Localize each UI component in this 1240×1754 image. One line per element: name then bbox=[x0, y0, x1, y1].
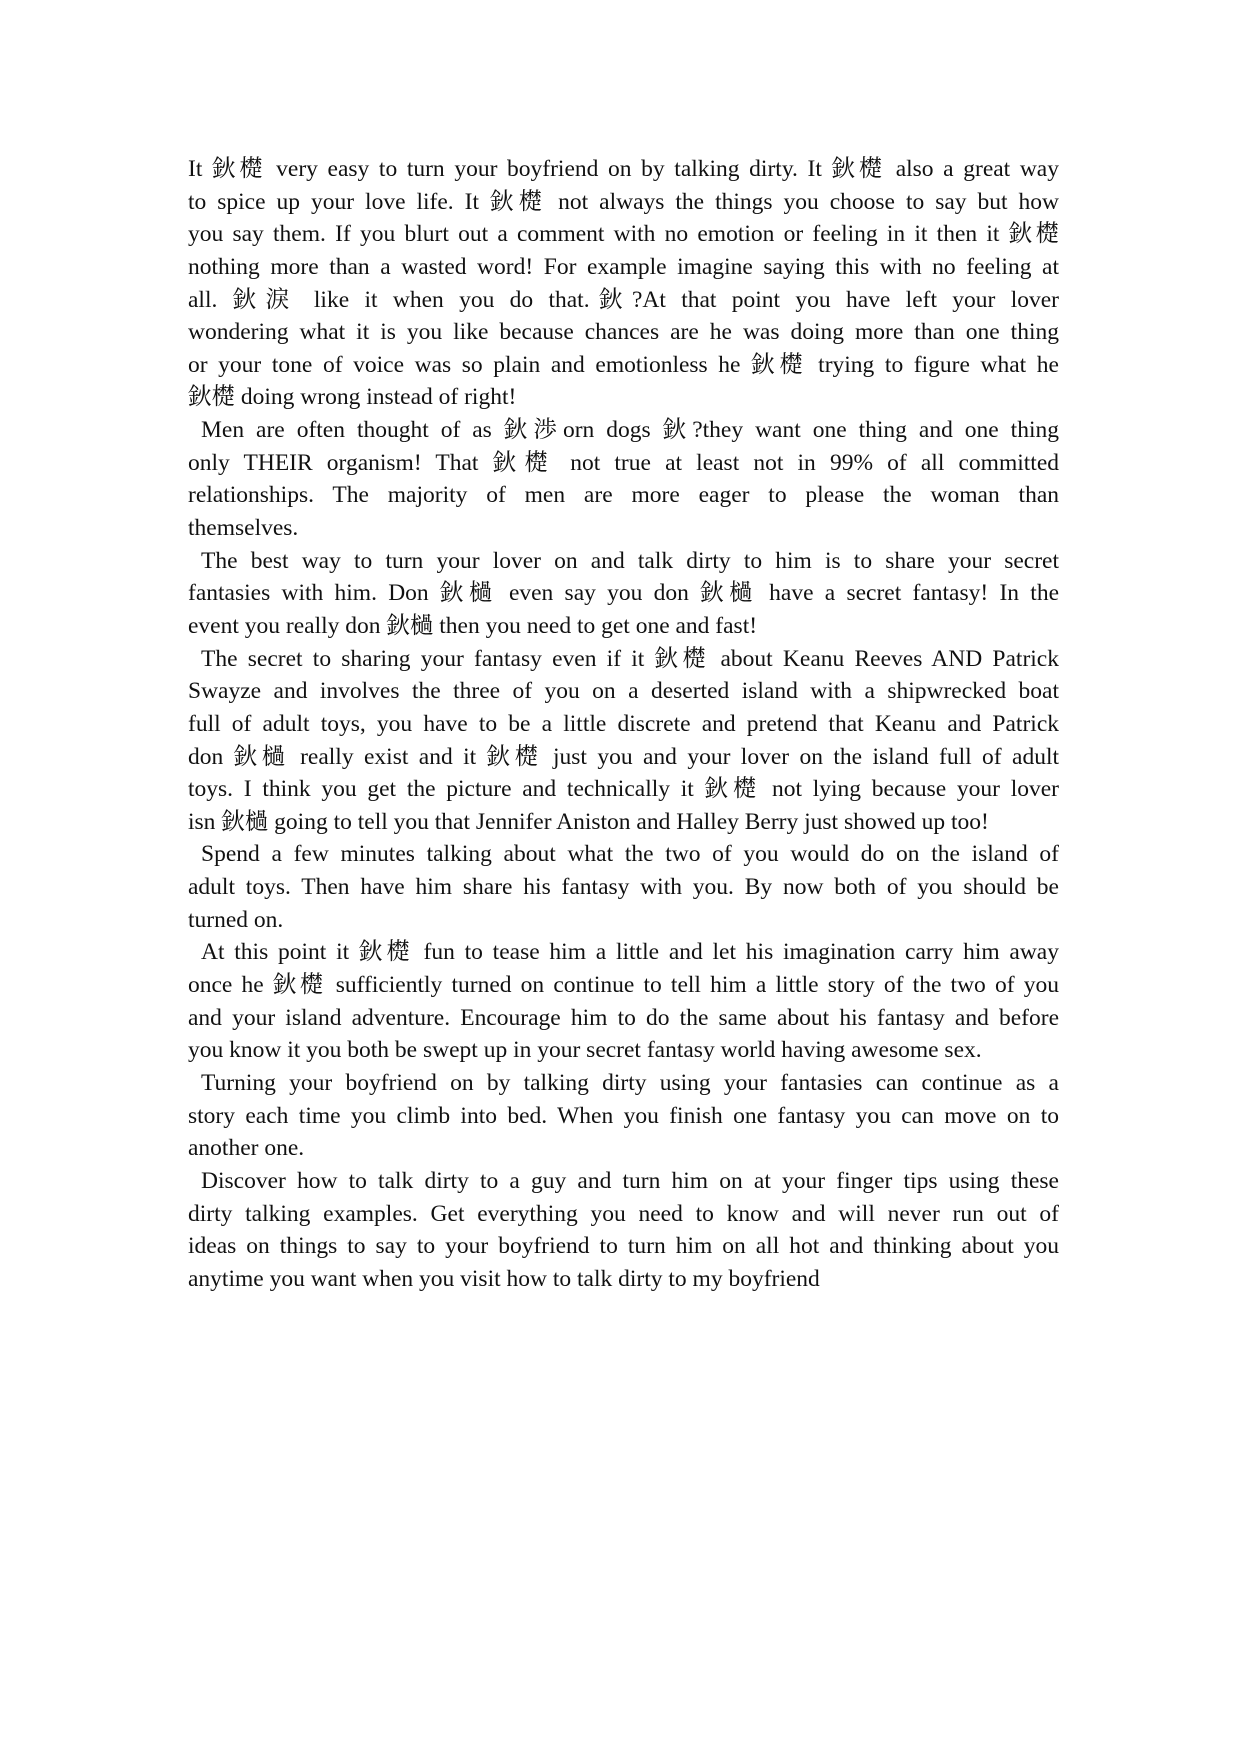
text-line: you say them. If you blurt out a comment with no emotion or feeling in it then it 鈥檚 bbox=[188, 221, 1059, 248]
text-line: toys. I think you get the picture and technically it 鈥檚 not lying because your lover bbox=[188, 776, 1059, 803]
text-line: Spend a few minutes talking about what the two of you would do on the island of bbox=[201, 841, 1059, 868]
text-line: nothing more than a wasted word! For example imagine saying this with no feeling at bbox=[188, 253, 1059, 280]
text-line: once he 鈥檚 sufficiently turned on continue to tell him a little story of the two of you bbox=[188, 972, 1059, 999]
text-line: dirty talking examples. Get everything you need to know and will never run out of bbox=[188, 1200, 1059, 1227]
text-line: full of adult toys, you have to be a little discrete and pretend that Keanu and Patrick bbox=[188, 710, 1059, 737]
text-line: anytime you want when you visit how to talk dirty to my boyfriend bbox=[188, 1265, 820, 1292]
text-line: wondering what it is you like because chances are he was doing more than one thing bbox=[188, 319, 1059, 346]
text-line: or your tone of voice was so plain and emotionless he 鈥檚 trying to figure what he bbox=[188, 351, 1059, 378]
paragraph bbox=[188, 1067, 1059, 1165]
text-line: The best way to turn your lover on and talk dirty to him is to share your secret bbox=[201, 547, 1059, 574]
text-line: 鈥檚 doing wrong instead of right! bbox=[188, 384, 517, 411]
text-line: themselves. bbox=[188, 515, 299, 542]
text-line: you know it you both be swept up in your secret fantasy world having awesome sex. bbox=[188, 1037, 982, 1064]
text-line: Swayze and involves the three of you on a deserted island with a shipwrecked boat bbox=[188, 678, 1059, 705]
text-line: and your island adventure. Encourage him to do the same about his fantasy and before bbox=[188, 1004, 1059, 1031]
text-line: Discover how to talk dirty to a guy and turn him on at your finger tips using these bbox=[201, 1167, 1059, 1194]
paragraph bbox=[188, 414, 1059, 545]
document-body bbox=[188, 153, 1059, 1295]
text-line: turned on. bbox=[188, 906, 284, 933]
paragraph bbox=[188, 838, 1059, 936]
text-line: only THEIR organism! That 鈥檚 not true at least not in 99% of all committed bbox=[188, 449, 1059, 476]
text-line: It 鈥檚 very easy to turn your boyfriend on by talking dirty. It 鈥檚 also a great way bbox=[188, 156, 1059, 182]
text-line: Men are often thought of as 鈥渉orn dogs 鈥?they want one thing and one thing bbox=[201, 417, 1059, 444]
paragraph bbox=[188, 1165, 1059, 1296]
paragraph bbox=[188, 153, 1059, 414]
text-line: all. 鈥淚 like it when you do that.鈥?At that point you have left your lover bbox=[188, 286, 1059, 313]
paragraph bbox=[188, 643, 1059, 839]
text-line: story each time you climb into bed. When you finish one fantasy you can move on to bbox=[188, 1102, 1059, 1129]
paragraph bbox=[188, 936, 1059, 1067]
text-line: don 鈥檛 really exist and it 鈥檚 just you and your lover on the island full of adult bbox=[188, 743, 1059, 770]
text-line: event you really don 鈥檛 then you need to get one and fast! bbox=[188, 612, 758, 639]
paragraph bbox=[188, 545, 1059, 643]
text-line: isn 鈥檛 going to tell you that Jennifer Aniston and Halley Berry just showed up too! bbox=[188, 808, 989, 835]
text-line: relationships. The majority of men are more eager to please the woman than bbox=[188, 482, 1059, 509]
text-line: Turning your boyfriend on by talking dirty using your fantasies can continue as a bbox=[201, 1069, 1059, 1096]
text-line: to spice up your love life. It 鈥檚 not always the things you choose to say but how bbox=[188, 188, 1059, 215]
text-line: another one. bbox=[188, 1135, 305, 1162]
text-line: adult toys. Then have him share his fantasy with you. By now both of you should be bbox=[188, 874, 1059, 901]
text-line: At this point it 鈥檚 fun to tease him a little and let his imagination carry him away bbox=[201, 939, 1059, 966]
text-line: The secret to sharing your fantasy even if it 鈥檚 about Keanu Reeves AND Patrick bbox=[201, 645, 1059, 672]
text-line: ideas on things to say to your boyfriend to turn him on all hot and thinking about you bbox=[188, 1233, 1059, 1260]
text-line: fantasies with him. Don 鈥檛 even say you don 鈥檛 have a secret fantasy! In the bbox=[188, 580, 1059, 607]
